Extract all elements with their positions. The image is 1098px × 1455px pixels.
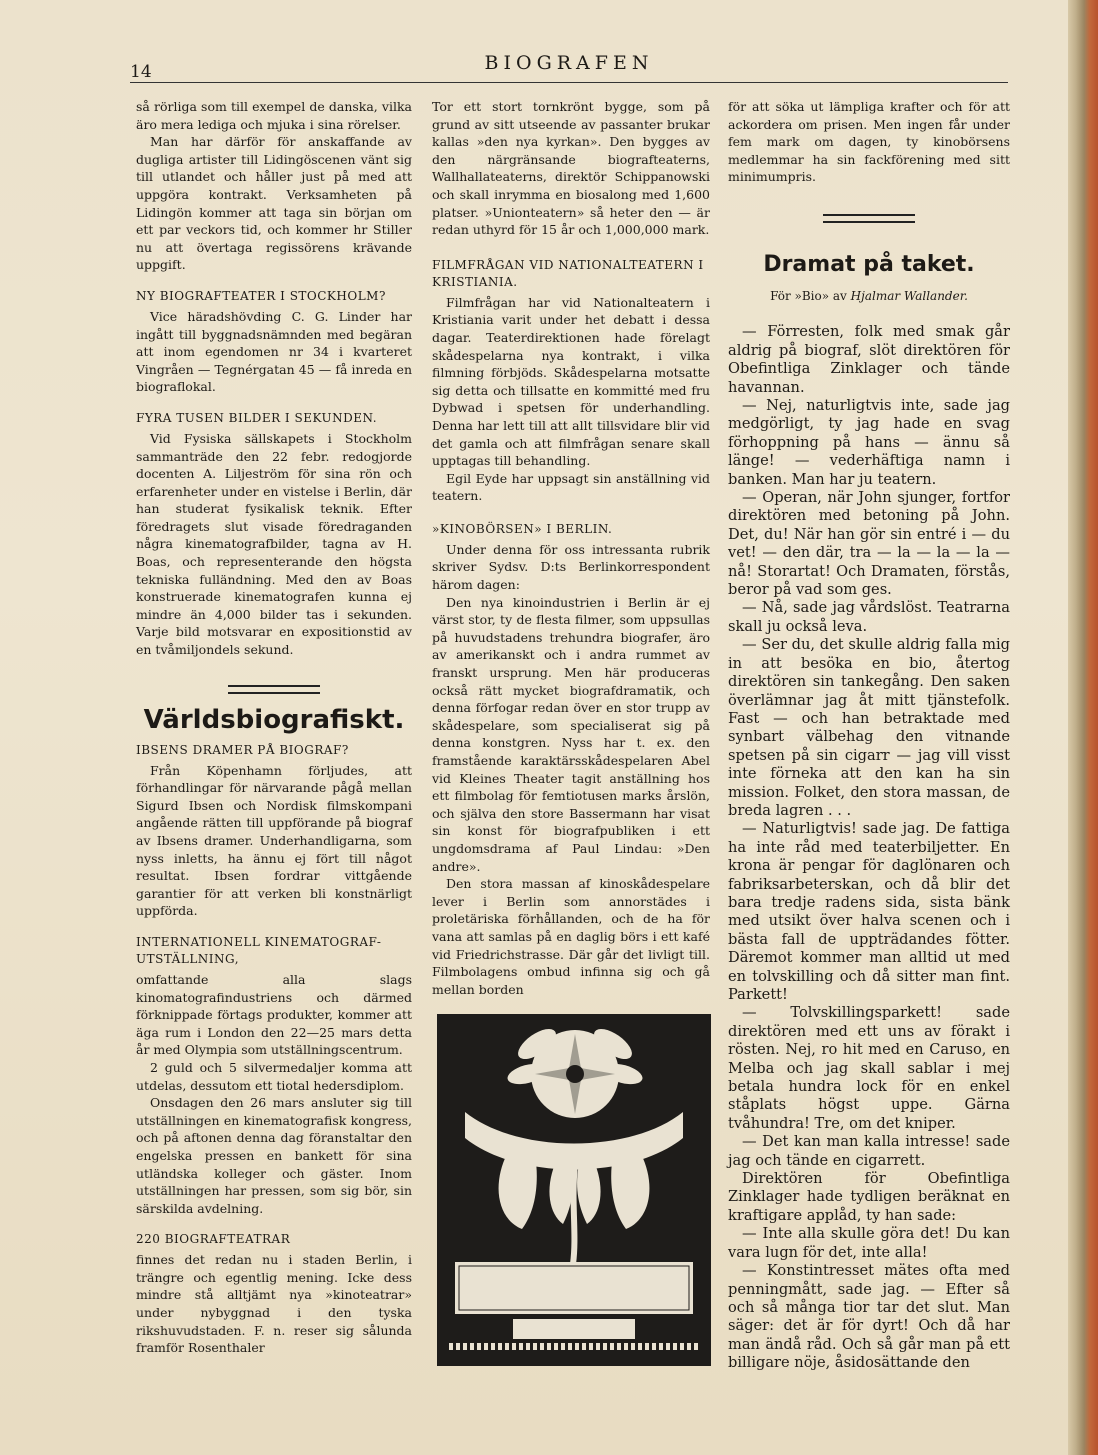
sprocket-hole xyxy=(456,1343,460,1350)
sprocket-hole xyxy=(631,1343,635,1350)
sprocket-hole xyxy=(449,1343,453,1350)
running-head: BIOGRAFEN xyxy=(484,52,654,74)
paragraph: Man har därför för anskaffande av dugliga artister till Lidingöscenen vänt sig till utlandet och håller just på med att uppgöra kontrakt. Verksamheten på Lidingön kommer att taga sin början om ett par veckors tid, och kommer hr Stiller nu att övertaga regissörens krävande uppgift. xyxy=(136,134,412,273)
sprocket-hole xyxy=(652,1343,656,1350)
paragraph: Egil Eyde har uppsagt sin anställning vid teatern. xyxy=(432,470,710,504)
sprocket-hole xyxy=(659,1343,663,1350)
column-1 xyxy=(136,98,412,1357)
page-header xyxy=(130,50,1008,83)
sprocket-hole xyxy=(575,1343,579,1350)
paragraph: — Nå, sade jag vårdslöst. Teatrarna skall ju också leva. xyxy=(728,599,1010,635)
sprocket-hole xyxy=(561,1343,565,1350)
paragraph: Onsdagen den 26 mars ansluter sig till utställningen en kinematografisk kongress, och på aftonen denna dag föranstaltar den engelska pressen en bankett för sina utländska kolleger och gäster. Inom utställningen har pressen, som sig bör, sin särskilda avdelning. xyxy=(136,1095,412,1216)
paragraph: för att söka ut lämpliga krafter och för att ackordera om prisen. Men ingen får under fem mark om dagen, ty kinobörsens medlemmar ha sin fackförening med sitt minimumpris. xyxy=(728,99,1010,185)
section-title: Världsbiografiskt. xyxy=(143,704,405,735)
sprocket-hole xyxy=(519,1343,523,1350)
byline-prefix: För »Bio» av xyxy=(770,288,847,303)
paragraph: finnes det redan nu i staden Berlin, i trängre och egentlig mening. Icke dess mindre stå alltjämt nya »kinoteatrar» under nybyggnad i den tyska rikshuvudstaden. F. n. reser sig sålunda framför Rosenthaler xyxy=(136,1252,412,1356)
paragraph: — Ser du, det skulle aldrig falla mig in att besöka en bio, återtog direktören sin tankegång. Den saken överlämnar jag åt mitt tjänstefolk. Fast — och han betraktade med synbart välbehag den vitnande spetsen på sin cigarr — jag vill visst inte förneka att den kan ha sin mission. Folket, den stora massan, de breda lagren . . . xyxy=(728,636,1010,819)
sprocket-hole xyxy=(463,1343,467,1350)
sprocket-hole xyxy=(596,1343,600,1350)
paragraph: Direktören för Obefintliga Zinklager hade tydligen beräknat en kraftigare applåd, ty han sade: xyxy=(728,1170,1010,1224)
sprocket-hole xyxy=(526,1343,530,1350)
article-heading: FYRA TUSEN BILDER I SEKUNDEN. xyxy=(136,410,378,425)
column-2 xyxy=(432,98,710,998)
article-heading: »KINOBÖRSEN» I BERLIN. xyxy=(432,521,613,536)
sprocket-hole xyxy=(512,1343,516,1350)
sprocket-hole xyxy=(533,1343,537,1350)
article-heading: 220 BIOGRAFTEATRAR xyxy=(136,1232,291,1247)
paragraph: omfattande alla slags kinomatografindustriens och därmed förknippade förtags produkter, kommer att äga rum i London den 22—25 mars detta år med Olympia som utställningscentrum. xyxy=(136,971,412,1058)
sprocket-hole xyxy=(477,1343,481,1350)
sprocket-hole xyxy=(498,1343,502,1350)
sprocket-hole xyxy=(694,1343,698,1350)
sprocket-hole xyxy=(568,1343,572,1350)
sprocket-hole xyxy=(645,1343,649,1350)
paragraph: Från Köpenhamn förljudes, att förhandlingar för närvarande pågå mellan Sigurd Ibsen och Nordisk filmskompani angående rätten till uppförande på biograf av Ibsens dramer. Underhandligarna, som nyss inletts, ha ännu ej fört till något resultat. Ibsen fordrar vittgående garantier för att verken bli konstnärligt uppförda. xyxy=(136,762,412,919)
sprocket-hole xyxy=(484,1343,488,1350)
sprocket-hole xyxy=(582,1343,586,1350)
paragraph: — Förresten, folk med smak går aldrig på biograf, slöt direktören för Obefintliga Zinklager och tände havannan. xyxy=(728,323,1010,396)
paragraph: — Inte alla skulle göra det! Du kan vara lugn för det, inte alla! xyxy=(728,1225,1010,1261)
sprocket-hole xyxy=(680,1343,684,1350)
double-rule-divider xyxy=(823,214,915,223)
story-title: Dramat på taket. xyxy=(763,251,975,277)
sprocket-hole xyxy=(617,1343,621,1350)
sprocket-hole xyxy=(470,1343,474,1350)
paragraph: Den stora massan af kinoskådespelare lever i Berlin som annorstädes i proletäriska förhållanden, och de ha för vana att samlas på en daglig börs i ett kafé vid Friedrichstrasse. Där går det livligt till. Filmbolagens ombud infinna sig och gå mellan borden xyxy=(432,876,710,997)
paragraph: 2 guld och 5 silvermedaljer komma att utdelas, dessutom ett tiotal hedersdiplom. xyxy=(136,1059,412,1093)
paragraph: Filmfrågan har vid Nationalteatern i Kristiania varit under het debatt i dessa dagar. Teaterdirektionen hade förelagt skådespelarna nya kontrakt, i vilka filmning förbjöds. Skådespelarna motsatte sig detta och tillsatte en kommitté med fru Dybwad i spetsen för underhandling. Denna har lett till att allt tillsvidare blir vid det gamla och att filmfrågan senare skall upptagas till behandling. xyxy=(432,294,710,469)
byline-author: Hjalmar Wallander. xyxy=(850,288,968,303)
sprocket-hole xyxy=(589,1343,593,1350)
article-heading: IBSENS DRAMER PÅ BIOGRAF? xyxy=(136,742,349,757)
sprocket-hole xyxy=(624,1343,628,1350)
sprocket-hole xyxy=(603,1343,607,1350)
story-byline xyxy=(728,287,1010,305)
sprocket-hole xyxy=(673,1343,677,1350)
paragraph: — Naturligtvis! sade jag. De fattiga ha inte råd med teaterbiljetter. En krona är pengar för daglönaren och fabriksarbeterskan, och då blir det bara tredje radens sida, sista bänk med utsikt över halva scenen och i bästa fall de uppträdandes fötter. Däremot kommer man alltid ut med en tolvskilling och då sitter man fint. Parkett! xyxy=(728,820,1010,1003)
paragraph: Vice häradshövding C. G. Linder har ingått till byggnadsnämnden med begäran att inom egendomen nr 34 i kvarteret Vingråen — Tegnérgatan 45 — få inreda en biograflokal. xyxy=(136,308,412,395)
book-page-stack-edge xyxy=(1068,0,1098,1455)
paragraph: Den nya kinoindustrien i Berlin är ej värst stor, ty de flesta filmer, som uppsullas på huvudstadens trehundra biografer, äro av amerikanskt och i andra rummet av franskt ursprung. Men här produceras också rätt mycket biografdramatik, och denna förfogar redan över en stor trupp av skådespelare, som specialiserat sig på denna konstgren. Nyss har t. ex. den framstående karaktärsskådespelaren Abel vid Kleines Theater tagit anställning hos ett filmbolag för femtiotusen marks årslön, och själva den store Bassermann har visat sin konst för biografpubliken i ett ungdomsdrama af Paul Lindau: »Den andre». xyxy=(432,594,710,874)
sprocket-hole xyxy=(491,1343,495,1350)
paragraph: så rörliga som till exempel de danska, vilka äro mera lediga och mjuka i sina rörelser. xyxy=(136,99,412,132)
flower-emblem-illustration xyxy=(437,1014,711,1366)
sprocket-hole xyxy=(505,1343,509,1350)
paragraph: Vid Fysiska sällskapets i Stockholm sammanträde den 22 febr. redogjorde docenten A. Liljeström för sina rön och erfarenheter under en vistelse i Berlin, där han studerat fysikalisk teknik. Efter föredragets slut visade föredraganden några kinematografbilder, tagna av H. Boas, och representerande den högsta tekniska fulländning. Med den av Boas konstruerade kinematografen kunna ej mindre än 4,000 bilder tas i sekunden. Varje bild motsvarar en expositionstid av en tvåmiljondels sekund. xyxy=(136,430,412,658)
paragraph: — Tolvskillingsparkett! sade direktören med ett uns av förakt i rösten. Nej, ro hit med en Caruso, en Melba och jag skall sablar i mej betala hundra lock för en enkel ståplats högst uppe. Gärna tvåhundra! Tre, om det kniper. xyxy=(728,1004,1010,1132)
advertisement-cliche xyxy=(437,1014,711,1366)
article-heading: INTERNATIONELL KINEMATOGRAF-UTSTÄLLNING, xyxy=(136,934,382,966)
sprocket-hole xyxy=(666,1343,670,1350)
article-heading: NY BIOGRAFTEATER I STOCKHOLM? xyxy=(136,288,386,303)
sprocket-hole xyxy=(687,1343,691,1350)
paragraph: — Det kan man kalla intresse! sade jag och tände en cigarrett. xyxy=(728,1133,1010,1169)
sprocket-hole xyxy=(547,1343,551,1350)
article-heading: FILMFRÅGAN VID NATIONALTEATERN I KRISTIANIA. xyxy=(432,257,704,289)
sprocket-hole xyxy=(554,1343,558,1350)
paragraph: Under denna för oss intressanta rubrik skriver Sydsv. D:ts Berlinkorrespondent härom dagen: xyxy=(432,541,710,593)
sprocket-hole xyxy=(540,1343,544,1350)
sprocket-hole xyxy=(638,1343,642,1350)
column-3 xyxy=(728,98,1010,1373)
double-rule-divider xyxy=(228,685,320,694)
paragraph: — Operan, när John sjunger, fortfor direktören med betoning på John. Det, du! När han gör sin entré i — du vet! — den där, tra — la — la — la — nå! Storartat! Och Dramaten, förstås, beror på vad som ges. xyxy=(728,489,1010,599)
paragraph: — Konstintresset mätes ofta med penningmått, sade jag. — Efter så och så många tior tar det slut. Man säger: det är för dyrt! Och då har man ändå råd. Och så går man på ett billigare nöje, åsidosättande den xyxy=(728,1262,1010,1372)
page-number: 14 xyxy=(130,62,152,82)
paragraph: — Nej, naturligtvis inte, sade jag medgörligt, ty jag hade en svag förhoppning på hans — ännu så länge! — vederhäftiga namn i banken. Man har ju teatern. xyxy=(728,397,1010,488)
sprocket-hole xyxy=(610,1343,614,1350)
paragraph: Tor ett stort tornkrönt bygge, som på grund av sitt utseende av passanter brukar kallas »den nya kyrkan». Den bygges av den närgränsande biografteaterns, Wallhallateaterns, direktör Schippanowski och skall inrymma en biosalong med 1,600 platser. »Unionteatern» så heter den — är redan uthyrd för 15 år och 1,000,000 mark. xyxy=(432,99,710,238)
